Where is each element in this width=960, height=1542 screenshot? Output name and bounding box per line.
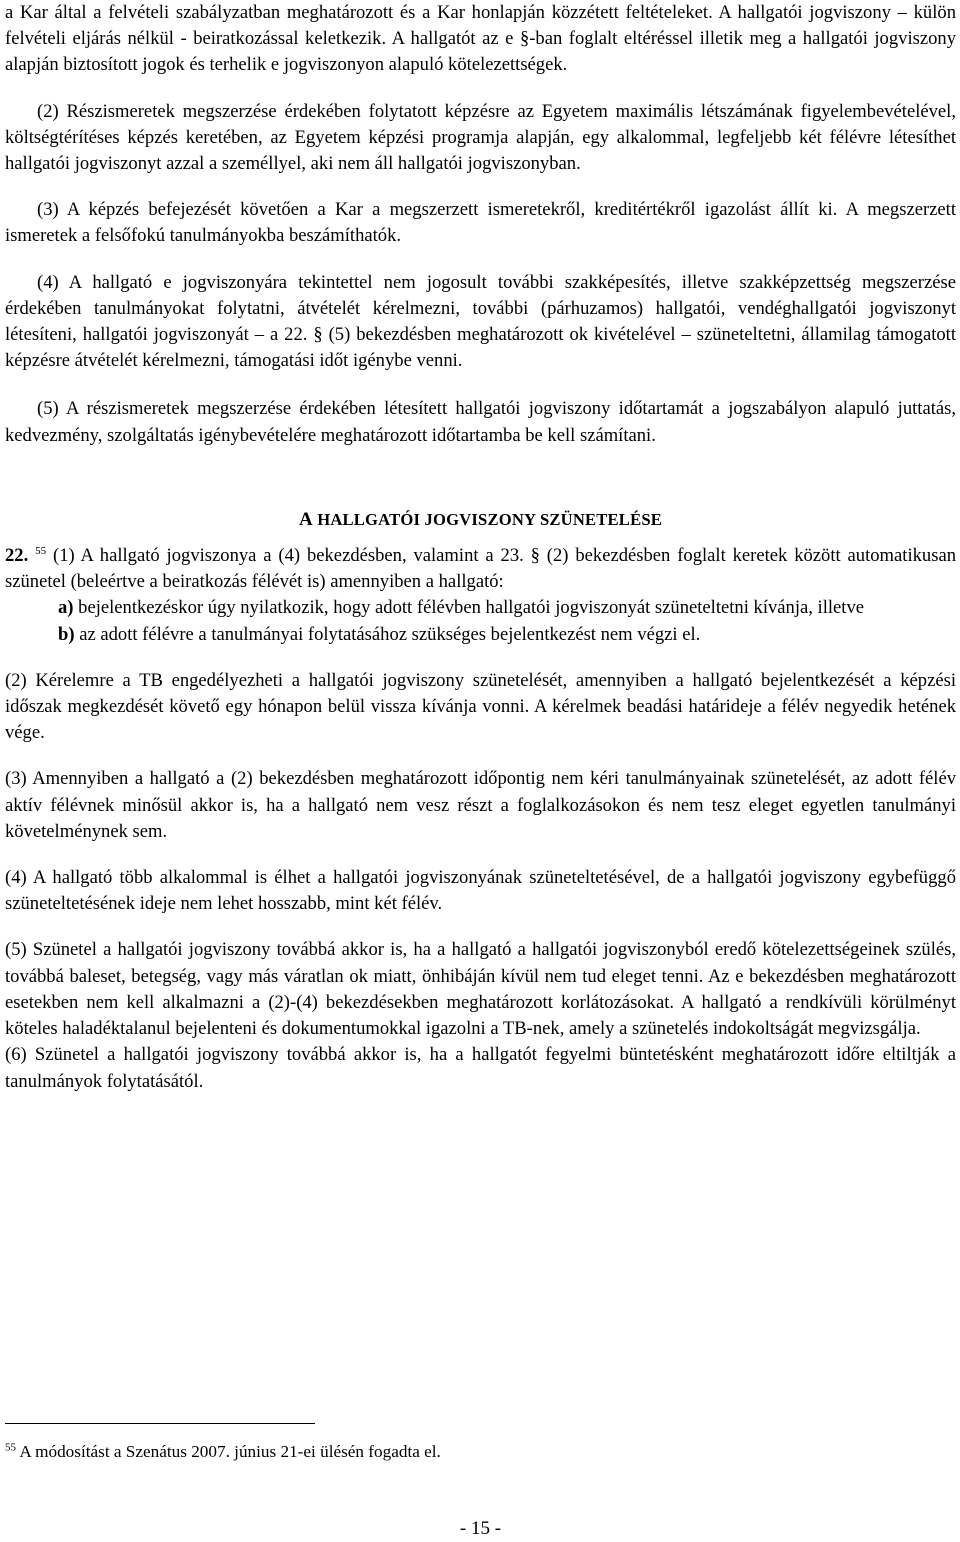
- footnote-reference: 55: [35, 544, 47, 557]
- document-page: [5, 0, 956, 1539]
- footnote-number: 55: [5, 1441, 16, 1454]
- list-item-a-text: bejelentkezéskor úgy nyilatkozik, hogy adott félévben hallgatói jogviszonyát szüneteltetni kívánja, illetve: [73, 597, 865, 619]
- list-item-b-label: b): [58, 623, 75, 645]
- paragraph-21-5: (5) A részismeretek megszerzése érdekében létesített hallgatói jogviszony időtartamát a jogszabályon alapuló juttatás, kedvezmény, szolgáltatás igénybevételére meghatározott időtartamba be kell számítani.: [5, 398, 956, 446]
- paragraph-22-1-text: (1) A hallgató jogviszonya a (4) bekezdésben, valamint a 23. § (2) bekezdésben foglalt keretek között automatikusan szünetel (beleértve a beiratkozás félévét is) amennyiben a hallgató:: [5, 545, 956, 593]
- paragraph-22-1: [5, 543, 956, 595]
- list-item-a: [5, 595, 956, 621]
- paragraph-21-4: (4) A hallgató e jogviszonyára tekintettel nem jogosult további szakképesítés, illetve szakképzettség megszerzése érdekében tanulmányokat folytatni, átvételét kérelmezni, további (párhuzamos) hallgatói, vendéghallgatói jogviszonyt létesíteni, hallgatói jogviszonyát – a 22. § (5) bekezdésben meghatározott ok kivételével – szüneteltetni, államilag támogatott képzésre átvételét kérelmezni, támogatási időt igénybe venni.: [5, 271, 956, 372]
- section-heading: [5, 507, 956, 533]
- paragraph-22-3: (3) Amennyiben a hallgató a (2) bekezdésben meghatározott időpontig nem kéri tanulmányainak szünetelését, az adott félév aktív félévnek minősül akkor is, ha a hallgató nem vesz részt a foglalkozásokon és nem tesz eleget egyetlen tanulmányi követelménynek sem.: [5, 768, 956, 842]
- footnote-divider: [5, 1423, 315, 1424]
- paragraph-21-3: (3) A képzés befejezését követően a Kar a megszerzett ismeretekről, kreditértékről igazolást állít ki. A megszerzett ismeretek a felsőfokú tanulmányokba beszámíthatók.: [5, 199, 956, 247]
- footnote: [5, 1441, 441, 1463]
- paragraph-22-4: (4) A hallgató több alkalommal is élhet a hallgatói jogviszonyának szüneteltetésével, de a hallgatói jogviszony egybefüggő szüneteltetésének ideje nem lehet hosszabb, mint két félév.: [5, 867, 956, 915]
- paragraph-21-2: (2) Részismeretek megszerzése érdekében folytatott képzésre az Egyetem maximális létszámának figyelembevételével, költségtérítéses képzés keretében, az Egyetem képzési programja alapján, egy alkalommal, legfeljebb két félévre létesíthet hallgatói jogviszonyt azzal a személlyel, aki nem áll hallgatói jogviszonyban.: [5, 100, 956, 175]
- heading-first-letter: A: [298, 508, 313, 530]
- intro-paragraph: a Kar által a felvételi szabályzatban meghatározott és a Kar honlapján közzétett feltételeket. A hallgatói jogviszony – külön felvételi eljárás nélkül - beiratkozással keletkezik. A hallgatót az e §-ban foglalt eltéréssel illetik meg a hallgatói jogviszony alapján biztosított jogok és terhelik e jogviszonyon alapuló kötelezettségek.: [5, 2, 956, 76]
- footnote-text: A módosítást a Szenátus 2007. június 21-ei ülésén fogadta el.: [16, 1442, 441, 1461]
- list-item-b-text: az adott félévre a tanulmányai folytatásához szükséges bejelentkezést nem végzi el.: [74, 623, 701, 645]
- page-number: - 15 -: [459, 1518, 502, 1539]
- list-item-b: [5, 622, 956, 648]
- heading-rest: HALLGATÓI JOGVISZONY SZÜNETELÉSE: [312, 509, 663, 529]
- section-number: 22.: [5, 545, 29, 567]
- paragraph-22-6: (6) Szünetel a hallgatói jogviszony továbbá akkor is, ha a hallgatót fegyelmi büntetésként meghatározott időre eltiltják a tanulmányok folytatásától.: [5, 1044, 956, 1092]
- paragraph-22-5: (5) Szünetel a hallgatói jogviszony továbbá akkor is, ha a hallgató a hallgatói jogviszonyból eredő kötelezettségeinek szülés, továbbá baleset, betegség, vagy más váratlan ok miatt, önhibáján kívül nem tud eleget tenni. Az e bekezdésben meghatározott esetekben nem kell alkalmazni a (2)-(4) bekezdésekben meghatározott korlátozásokat. A hallgató a rendkívüli körülményt köteles haladéktalanul bejelenteni és dokumentumokkal igazolni a TB-nek, amely a szünetelés indokoltságát megvizsgálja.: [5, 939, 956, 1040]
- paragraph-22-2: (2) Kérelemre a TB engedélyezheti a hallgatói jogviszony szünetelését, amennyiben a hallgató bejelentkezését a képzési időszak megkezdését követő egy hónapon belül vissza kívánja vonni. A kérelmek beadási határideje a félév negyedik hetének vége.: [5, 669, 956, 744]
- list-item-a-label: a): [58, 597, 74, 619]
